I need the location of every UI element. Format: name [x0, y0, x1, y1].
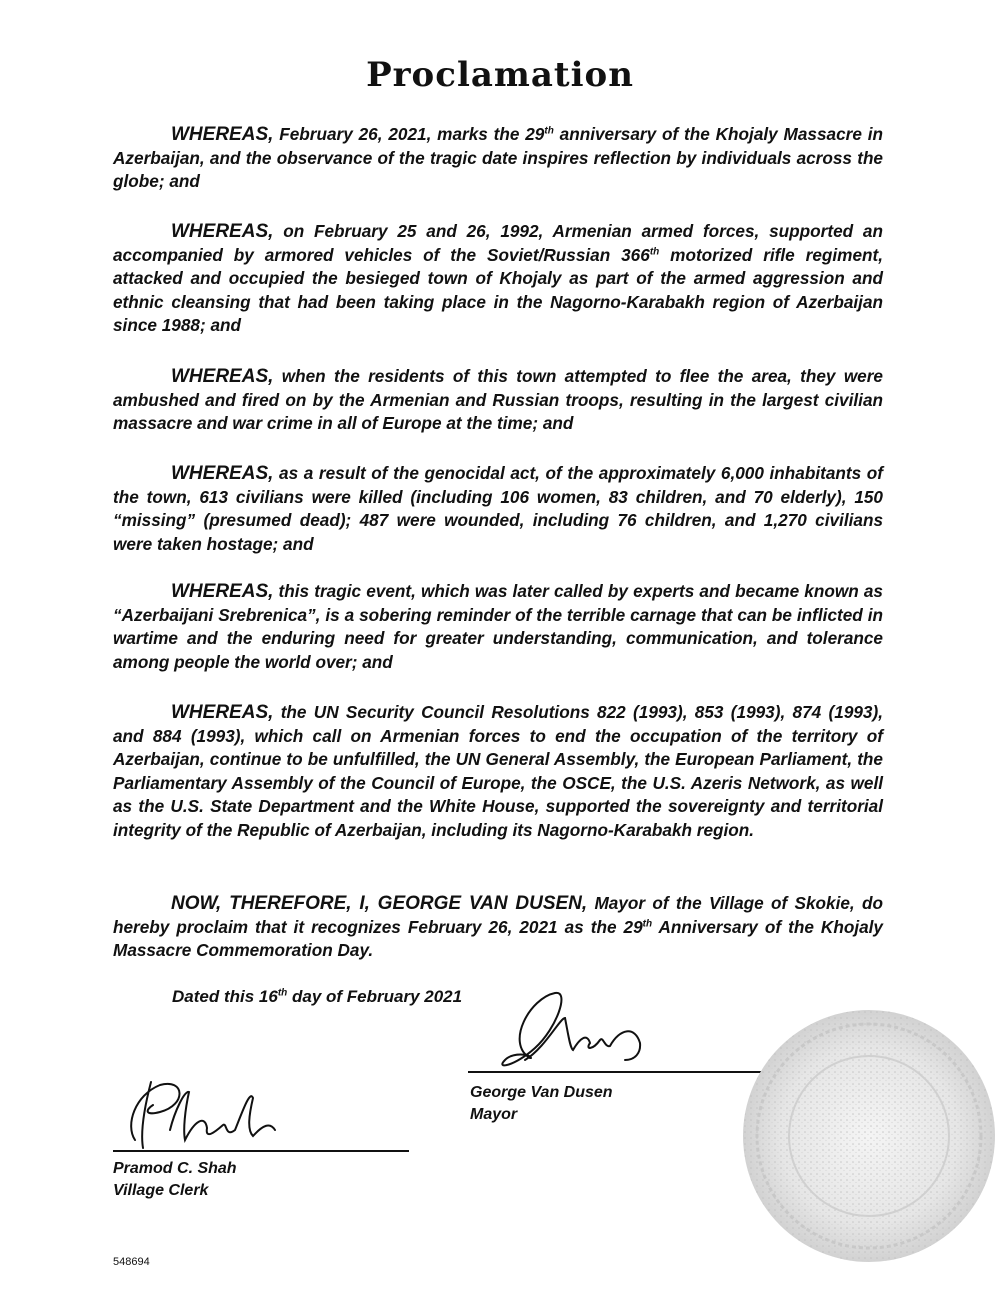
superscript: th: [544, 125, 554, 137]
embossed-seal: [738, 1005, 1000, 1267]
paragraph-3: [113, 365, 883, 436]
paragraph-text-cont: Anniversary of the Khojaly Massacre Commemoration Day.: [113, 916, 883, 960]
superscript: th: [649, 245, 660, 257]
clerk-block: [113, 1158, 237, 1202]
paragraph-lead: WHEREAS,: [171, 124, 274, 145]
paragraph-text: as a result of the genocidal act, of the approximately 6,000 inhabitants of the town, 613 civilians were killed (including 106 women, 83 children, and 70 elderly), 150 “missing” (presumed dead); 487 were wounded, including 76 children, and 1,270 civilians were taken hostage; and: [113, 463, 883, 554]
dated-text: Dated this 16: [172, 987, 278, 1006]
paragraph-lead: WHEREAS,: [171, 463, 274, 484]
clerk-name: Pramod C. Shah: [113, 1160, 237, 1177]
paragraph-2: [113, 220, 883, 338]
paragraph-5: [113, 580, 883, 674]
paragraph-text-cont: anniversary of the Khojaly Massacre in Azerbaijan, and the observance of the tragic date inspires reflection by individuals across the globe; and: [113, 124, 884, 191]
mayor-name: George Van Dusen: [470, 1084, 613, 1101]
paragraph-7: [113, 892, 883, 963]
clerk-signature-line: [113, 1150, 409, 1152]
paragraph-text: February 26, 2021, marks the 29: [273, 124, 545, 144]
paragraph-text: on February 25 and 26, 1992, Armenian armed forces, supported an accompanied by armored vehicles of the Soviet/Russian 366: [113, 221, 883, 265]
paragraph-text: this tragic event, which was later called by experts and became known as “Azerbaijani Srebrenica”, is a sobering reminder of the terrible carnage that can be inflicted in wartime and the enduring need for greater understanding, communication, and tolerance among people the world over; and: [113, 581, 883, 672]
document-number: 548694: [113, 1256, 150, 1268]
superscript: th: [277, 987, 288, 999]
page-title: Proclamation: [366, 55, 634, 95]
paragraph-text: Mayor of the Village of Skokie, do hereby proclaim that it recognizes February 26, 2021 as the 29: [113, 893, 883, 937]
paragraph-lead: WHEREAS,: [171, 702, 274, 723]
dated-text-cont: day of February 2021: [287, 987, 463, 1006]
paragraph-lead: NOW, THEREFORE, I, GEORGE VAN DUSEN,: [171, 893, 588, 914]
mayor-block: [470, 1082, 613, 1126]
superscript: th: [642, 917, 653, 929]
paragraph-1: [113, 123, 883, 194]
mayor-signature-line: [468, 1071, 764, 1073]
paragraph-4: [113, 462, 883, 556]
paragraph-text: the UN Security Council Resolutions 822 (1993), 853 (1993), 874 (1993), and 884 (1993), which call on Armenian forces to end the occupation of the territory of Azerbaijan, continue to be unfulfilled, the UN General Assembly, the European Parliament, the Parliamentary Assembly of the Council of Europe, the OSCE, the U.S. Azeris Network, as well as the U.S. State Department and the White House, supported the sovereignty and territorial integrity of the Republic of Azerbaijan, including its Nagorno-Karabakh region.: [113, 702, 883, 840]
paragraph-6: [113, 701, 883, 842]
paragraph-text: when the residents of this town attempted to flee the area, they were ambushed and fired on by the Armenian and Russian troops, resulting in the largest civilian massacre and war crime in all of Europe at the time; and: [113, 366, 883, 433]
paragraph-lead: WHEREAS,: [171, 581, 274, 602]
paragraph-text-cont: motorized rifle regiment, attacked and occupied the besieged town of Khojaly as part of the armed aggression and ethnic cleansing that had been taking place in the Nagorno-Karabakh region of Azerbaijan since 1988; and: [113, 244, 884, 335]
mayor-title: Mayor: [470, 1106, 518, 1123]
clerk-title: Village Clerk: [113, 1182, 209, 1199]
paragraph-lead: WHEREAS,: [171, 366, 274, 387]
mayor-signature: [475, 988, 655, 1083]
clerk-signature: [115, 1070, 295, 1155]
paragraph-lead: WHEREAS,: [171, 221, 274, 242]
dated-line: [172, 987, 462, 1007]
